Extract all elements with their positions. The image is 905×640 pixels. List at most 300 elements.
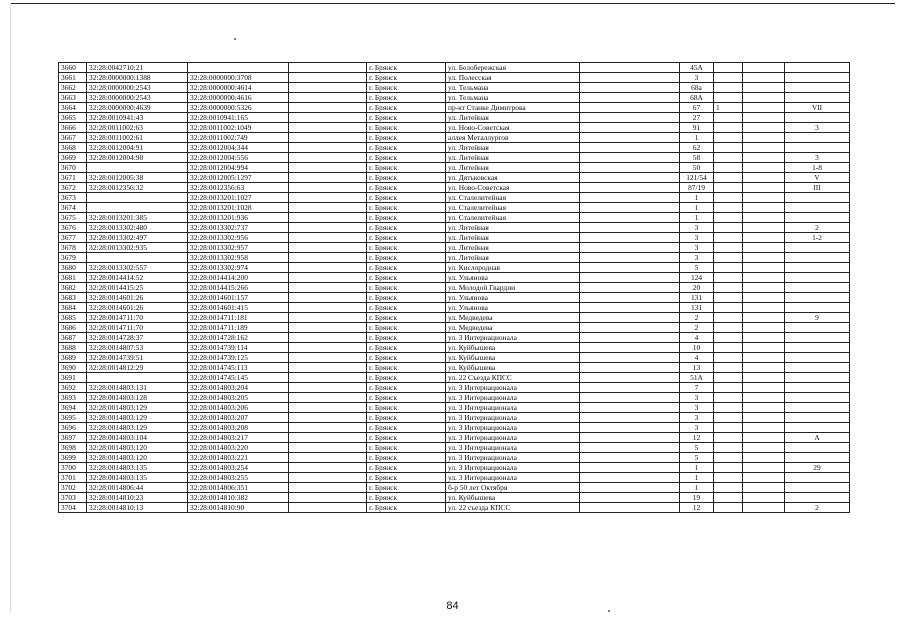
record-number-cell: 3701: [59, 473, 87, 483]
empty-cell: [580, 163, 680, 173]
object-cadastral-number-cell: 32:28:0010941:165: [188, 113, 289, 123]
premises-cell: [785, 293, 850, 303]
table-row: [59, 173, 850, 183]
street-cell: ул. 3 Интернационала: [446, 473, 580, 483]
street-cell: ул. Дятьковская: [446, 173, 580, 183]
record-number-cell: 3700: [59, 463, 87, 473]
building-cell: [714, 223, 743, 233]
extra-cell: [743, 403, 785, 413]
table-row: [59, 263, 850, 273]
premises-cell: VII: [785, 103, 850, 113]
house-number-cell: 58: [680, 153, 714, 163]
extra-cell: [743, 73, 785, 83]
premises-cell: [785, 473, 850, 483]
street-cell: ул. Литейная: [446, 163, 580, 173]
city-cell: г. Брянск: [367, 313, 446, 323]
building-cell: 1: [714, 103, 743, 113]
premises-cell: [785, 493, 850, 503]
extra-cell: [743, 443, 785, 453]
land-cadastral-number-cell: 32:28:0011002:61: [87, 133, 188, 143]
table-row: [59, 273, 850, 283]
scan-left-edge: [10, 3, 11, 613]
city-cell: г. Брянск: [367, 383, 446, 393]
premises-cell: 1-8: [785, 163, 850, 173]
object-cadastral-number-cell: 32:28:0012004:556: [188, 153, 289, 163]
house-number-cell: 67: [680, 103, 714, 113]
building-cell: [714, 353, 743, 363]
city-cell: г. Брянск: [367, 273, 446, 283]
building-cell: [714, 253, 743, 263]
empty-cell: [289, 173, 367, 183]
building-cell: [714, 393, 743, 403]
land-cadastral-number-cell: 32:28:0014803:135: [87, 463, 188, 473]
table-row: [59, 463, 850, 473]
record-number-cell: 3673: [59, 193, 87, 203]
empty-cell: [289, 373, 367, 383]
empty-cell: [289, 353, 367, 363]
extra-cell: [743, 433, 785, 443]
house-number-cell: 5: [680, 443, 714, 453]
extra-cell: [743, 333, 785, 343]
empty-cell: [580, 413, 680, 423]
extra-cell: [743, 113, 785, 123]
house-number-cell: 131: [680, 303, 714, 313]
scan-speck: [608, 610, 610, 612]
table-row: [59, 493, 850, 503]
table-row: [59, 93, 850, 103]
extra-cell: [743, 343, 785, 353]
empty-cell: [289, 293, 367, 303]
empty-cell: [289, 213, 367, 223]
record-number-cell: 3698: [59, 443, 87, 453]
city-cell: г. Брянск: [367, 93, 446, 103]
extra-cell: [743, 93, 785, 103]
object-cadastral-number-cell: 32:28:0014745:113: [188, 363, 289, 373]
extra-cell: [743, 303, 785, 313]
record-number-cell: 3682: [59, 283, 87, 293]
empty-cell: [580, 483, 680, 493]
record-number-cell: 3702: [59, 483, 87, 493]
record-number-cell: 3685: [59, 313, 87, 323]
table-row: [59, 303, 850, 313]
table-row: [59, 213, 850, 223]
top-border-line: [10, 3, 895, 4]
empty-cell: [289, 333, 367, 343]
building-cell: [714, 333, 743, 343]
premises-cell: [785, 273, 850, 283]
street-cell: ул. Литейная: [446, 153, 580, 163]
record-number-cell: 3686: [59, 323, 87, 333]
street-cell: ул. Куйбышева: [446, 363, 580, 373]
land-cadastral-number-cell: 32:28:0014414:52: [87, 273, 188, 283]
house-number-cell: 1: [680, 473, 714, 483]
building-cell: [714, 233, 743, 243]
premises-cell: [785, 213, 850, 223]
table-row: [59, 113, 850, 123]
record-number-cell: 3663: [59, 93, 87, 103]
street-cell: пр-кт Станке Димитрова: [446, 103, 580, 113]
extra-cell: [743, 103, 785, 113]
street-cell: ул. Сталелитейная: [446, 193, 580, 203]
premises-cell: 9: [785, 313, 850, 323]
land-cadastral-number-cell: 32:28:0013302:935: [87, 243, 188, 253]
premises-cell: [785, 413, 850, 423]
table-row: [59, 413, 850, 423]
empty-cell: [580, 223, 680, 233]
city-cell: г. Брянск: [367, 333, 446, 343]
street-cell: ул. 3 Интернационала: [446, 453, 580, 463]
land-cadastral-number-cell: [87, 253, 188, 263]
building-cell: [714, 443, 743, 453]
object-cadastral-number-cell: 32:28:0014803:220: [188, 443, 289, 453]
street-cell: ул. Медведева: [446, 313, 580, 323]
extra-cell: [743, 413, 785, 423]
table-row: [59, 383, 850, 393]
extra-cell: [743, 503, 785, 513]
extra-cell: [743, 233, 785, 243]
record-number-cell: 3661: [59, 73, 87, 83]
city-cell: г. Брянск: [367, 413, 446, 423]
record-number-cell: 3665: [59, 113, 87, 123]
table-row: [59, 503, 850, 513]
building-cell: [714, 303, 743, 313]
table-row: [59, 353, 850, 363]
city-cell: г. Брянск: [367, 213, 446, 223]
city-cell: г. Брянск: [367, 83, 446, 93]
land-cadastral-number-cell: 32:28:0013201:385: [87, 213, 188, 223]
object-cadastral-number-cell: 32:28:0014803:217: [188, 433, 289, 443]
empty-cell: [289, 483, 367, 493]
city-cell: г. Брянск: [367, 463, 446, 473]
street-cell: ул. Куйбышева: [446, 353, 580, 363]
record-number-cell: 3689: [59, 353, 87, 363]
empty-cell: [580, 203, 680, 213]
empty-cell: [289, 113, 367, 123]
city-cell: г. Брянск: [367, 343, 446, 353]
land-cadastral-number-cell: [87, 203, 188, 213]
street-cell: ул. 3 Интернационала: [446, 413, 580, 423]
land-cadastral-number-cell: 32:28:0012356:32: [87, 183, 188, 193]
city-cell: г. Брянск: [367, 443, 446, 453]
building-cell: [714, 283, 743, 293]
land-cadastral-number-cell: 32:28:0012004:98: [87, 153, 188, 163]
building-cell: [714, 483, 743, 493]
extra-cell: [743, 123, 785, 133]
table-row: [59, 133, 850, 143]
house-number-cell: 1: [680, 463, 714, 473]
empty-cell: [289, 473, 367, 483]
house-number-cell: 3: [680, 243, 714, 253]
city-cell: г. Брянск: [367, 233, 446, 243]
land-cadastral-number-cell: 32:28:0014601:26: [87, 303, 188, 313]
record-number-cell: 3662: [59, 83, 87, 93]
premises-cell: [785, 93, 850, 103]
empty-cell: [289, 363, 367, 373]
page-number: 84: [446, 600, 459, 612]
street-cell: аллея Металлургов: [446, 133, 580, 143]
record-number-cell: 3666: [59, 123, 87, 133]
building-cell: [714, 423, 743, 433]
table-row: [59, 103, 850, 113]
empty-cell: [289, 493, 367, 503]
table-row: [59, 63, 850, 73]
street-cell: ул. Ульянова: [446, 293, 580, 303]
record-number-cell: 3672: [59, 183, 87, 193]
building-cell: [714, 293, 743, 303]
city-cell: г. Брянск: [367, 483, 446, 493]
object-cadastral-number-cell: 32:28:0012004:344: [188, 143, 289, 153]
premises-cell: [785, 63, 850, 73]
street-cell: ул. 3 Интернационала: [446, 443, 580, 453]
city-cell: г. Брянск: [367, 353, 446, 363]
land-cadastral-number-cell: 32:28:0011002:63: [87, 123, 188, 133]
building-cell: [714, 203, 743, 213]
city-cell: г. Брянск: [367, 203, 446, 213]
house-number-cell: 1: [680, 193, 714, 203]
record-number-cell: 3688: [59, 343, 87, 353]
empty-cell: [580, 463, 680, 473]
empty-cell: [289, 283, 367, 293]
city-cell: г. Брянск: [367, 403, 446, 413]
object-cadastral-number-cell: 32:28:0014803:205: [188, 393, 289, 403]
street-cell: ул. Тельмана: [446, 93, 580, 103]
street-cell: ул. Литейная: [446, 243, 580, 253]
empty-cell: [580, 103, 680, 113]
table-row: [59, 333, 850, 343]
premises-cell: [785, 83, 850, 93]
table-row: [59, 373, 850, 383]
building-cell: [714, 343, 743, 353]
city-cell: г. Брянск: [367, 423, 446, 433]
house-number-cell: 3: [680, 223, 714, 233]
record-number-cell: 3699: [59, 453, 87, 463]
land-cadastral-number-cell: 32:28:0014739:51: [87, 353, 188, 363]
table-row: [59, 163, 850, 173]
land-cadastral-number-cell: 32:28:0014728:37: [87, 333, 188, 343]
city-cell: г. Брянск: [367, 283, 446, 293]
object-cadastral-number-cell: 32:28:0014728:162: [188, 333, 289, 343]
building-cell: [714, 363, 743, 373]
empty-cell: [580, 243, 680, 253]
building-cell: [714, 313, 743, 323]
street-cell: б-р 50 лет Октября: [446, 483, 580, 493]
city-cell: г. Брянск: [367, 263, 446, 273]
land-cadastral-number-cell: 32:28:0042710:21: [87, 63, 188, 73]
building-cell: [714, 183, 743, 193]
building-cell: [714, 383, 743, 393]
table-row: [59, 343, 850, 353]
land-cadastral-number-cell: 32:28:0014810:13: [87, 503, 188, 513]
object-cadastral-number-cell: 32:28:0014601:157: [188, 293, 289, 303]
extra-cell: [743, 313, 785, 323]
empty-cell: [289, 303, 367, 313]
street-cell: ул. Медведева: [446, 323, 580, 333]
empty-cell: [289, 423, 367, 433]
record-number-cell: 3668: [59, 143, 87, 153]
empty-cell: [580, 83, 680, 93]
street-cell: ул. Полесская: [446, 73, 580, 83]
empty-cell: [580, 443, 680, 453]
house-number-cell: 91: [680, 123, 714, 133]
empty-cell: [289, 73, 367, 83]
premises-cell: 1-2: [785, 233, 850, 243]
register-table-body: [59, 63, 850, 513]
building-cell: [714, 263, 743, 273]
building-cell: [714, 493, 743, 503]
house-number-cell: 20: [680, 283, 714, 293]
extra-cell: [743, 263, 785, 273]
object-cadastral-number-cell: 32:28:0014415:266: [188, 283, 289, 293]
house-number-cell: 131: [680, 293, 714, 303]
city-cell: г. Брянск: [367, 373, 446, 383]
record-number-cell: 3680: [59, 263, 87, 273]
street-cell: ул. Куйбышева: [446, 493, 580, 503]
city-cell: г. Брянск: [367, 183, 446, 193]
empty-cell: [580, 333, 680, 343]
table-row: [59, 83, 850, 93]
city-cell: г. Брянск: [367, 123, 446, 133]
land-cadastral-number-cell: 32:28:0014803:135: [87, 473, 188, 483]
empty-cell: [289, 93, 367, 103]
house-number-cell: 50: [680, 163, 714, 173]
land-cadastral-number-cell: 32:28:0000000:2543: [87, 83, 188, 93]
extra-cell: [743, 173, 785, 183]
empty-cell: [289, 123, 367, 133]
land-cadastral-number-cell: 32:28:0010941:43: [87, 113, 188, 123]
object-cadastral-number-cell: 32:28:0013302:974: [188, 263, 289, 273]
land-cadastral-number-cell: 32:28:0014803:120: [87, 443, 188, 453]
land-cadastral-number-cell: [87, 373, 188, 383]
house-number-cell: 3: [680, 403, 714, 413]
street-cell: ул. 3 Интернационала: [446, 423, 580, 433]
empty-cell: [580, 153, 680, 163]
land-cadastral-number-cell: 32:28:0014803:131: [87, 383, 188, 393]
empty-cell: [289, 103, 367, 113]
land-cadastral-number-cell: 32:28:0000000:2543: [87, 93, 188, 103]
city-cell: г. Брянск: [367, 453, 446, 463]
land-cadastral-number-cell: 32:28:0013302:497: [87, 233, 188, 243]
empty-cell: [289, 433, 367, 443]
building-cell: [714, 83, 743, 93]
street-cell: ул. Литейная: [446, 223, 580, 233]
building-cell: [714, 93, 743, 103]
empty-cell: [580, 93, 680, 103]
land-cadastral-number-cell: 32:28:0013302:557: [87, 263, 188, 273]
land-cadastral-number-cell: 32:28:0014810:23: [87, 493, 188, 503]
table-row: [59, 243, 850, 253]
object-cadastral-number-cell: 32:28:0014810:90: [188, 503, 289, 513]
city-cell: г. Брянск: [367, 153, 446, 163]
city-cell: г. Брянск: [367, 503, 446, 513]
premises-cell: [785, 323, 850, 333]
object-cadastral-number-cell: 32:28:0012005:1297: [188, 173, 289, 183]
table-row: [59, 453, 850, 463]
record-number-cell: 3684: [59, 303, 87, 313]
premises-cell: А: [785, 433, 850, 443]
object-cadastral-number-cell: 32:28:0012356:63: [188, 183, 289, 193]
premises-cell: 3: [785, 153, 850, 163]
extra-cell: [743, 373, 785, 383]
house-number-cell: 68А: [680, 93, 714, 103]
street-cell: ул. Молодой Гвардии: [446, 283, 580, 293]
object-cadastral-number-cell: 32:28:0013302:958: [188, 253, 289, 263]
object-cadastral-number-cell: 32:28:0000000:4616: [188, 93, 289, 103]
street-cell: ул. 3 Интернационала: [446, 393, 580, 403]
city-cell: г. Брянск: [367, 303, 446, 313]
empty-cell: [580, 383, 680, 393]
premises-cell: 29: [785, 463, 850, 473]
building-cell: [714, 403, 743, 413]
building-cell: [714, 173, 743, 183]
object-cadastral-number-cell: 32:28:0014803:208: [188, 423, 289, 433]
building-cell: [714, 143, 743, 153]
empty-cell: [289, 323, 367, 333]
extra-cell: [743, 193, 785, 203]
object-cadastral-number-cell: 32:28:0014803:206: [188, 403, 289, 413]
empty-cell: [580, 493, 680, 503]
extra-cell: [743, 223, 785, 233]
street-cell: ул. 22 Съезда КПСС: [446, 373, 580, 383]
city-cell: г. Брянск: [367, 163, 446, 173]
record-number-cell: 3691: [59, 373, 87, 383]
city-cell: г. Брянск: [367, 73, 446, 83]
empty-cell: [580, 253, 680, 263]
house-number-cell: 1: [680, 213, 714, 223]
object-cadastral-number-cell: 32:28:0000000:5326: [188, 103, 289, 113]
empty-cell: [289, 133, 367, 143]
empty-cell: [289, 223, 367, 233]
building-cell: [714, 473, 743, 483]
empty-cell: [289, 453, 367, 463]
land-cadastral-number-cell: 32:28:0014803:129: [87, 403, 188, 413]
table-row: [59, 443, 850, 453]
record-number-cell: 3660: [59, 63, 87, 73]
building-cell: [714, 163, 743, 173]
city-cell: г. Брянск: [367, 253, 446, 263]
table-row: [59, 363, 850, 373]
object-cadastral-number-cell: 32:28:0011002:1049: [188, 123, 289, 133]
house-number-cell: 12: [680, 433, 714, 443]
premises-cell: 3: [785, 123, 850, 133]
building-cell: [714, 273, 743, 283]
premises-cell: [785, 203, 850, 213]
street-cell: ул. Ульянова: [446, 273, 580, 283]
empty-cell: [580, 143, 680, 153]
record-number-cell: 3687: [59, 333, 87, 343]
street-cell: ул. Литейная: [446, 253, 580, 263]
premises-cell: [785, 133, 850, 143]
empty-cell: [580, 113, 680, 123]
empty-cell: [289, 273, 367, 283]
object-cadastral-number-cell: 32:28:0014803:254: [188, 463, 289, 473]
table-row: [59, 293, 850, 303]
house-number-cell: 2: [680, 323, 714, 333]
empty-cell: [289, 233, 367, 243]
land-cadastral-number-cell: [87, 163, 188, 173]
empty-cell: [289, 83, 367, 93]
empty-cell: [289, 143, 367, 153]
city-cell: г. Брянск: [367, 133, 446, 143]
street-cell: ул. Сталелитейная: [446, 203, 580, 213]
street-cell: ул. Белобережская: [446, 63, 580, 73]
house-number-cell: 51А: [680, 373, 714, 383]
premises-cell: [785, 373, 850, 383]
object-cadastral-number-cell: 32:28:0014803:207: [188, 413, 289, 423]
house-number-cell: 12: [680, 503, 714, 513]
extra-cell: [743, 323, 785, 333]
house-number-cell: 5: [680, 453, 714, 463]
premises-cell: [785, 393, 850, 403]
